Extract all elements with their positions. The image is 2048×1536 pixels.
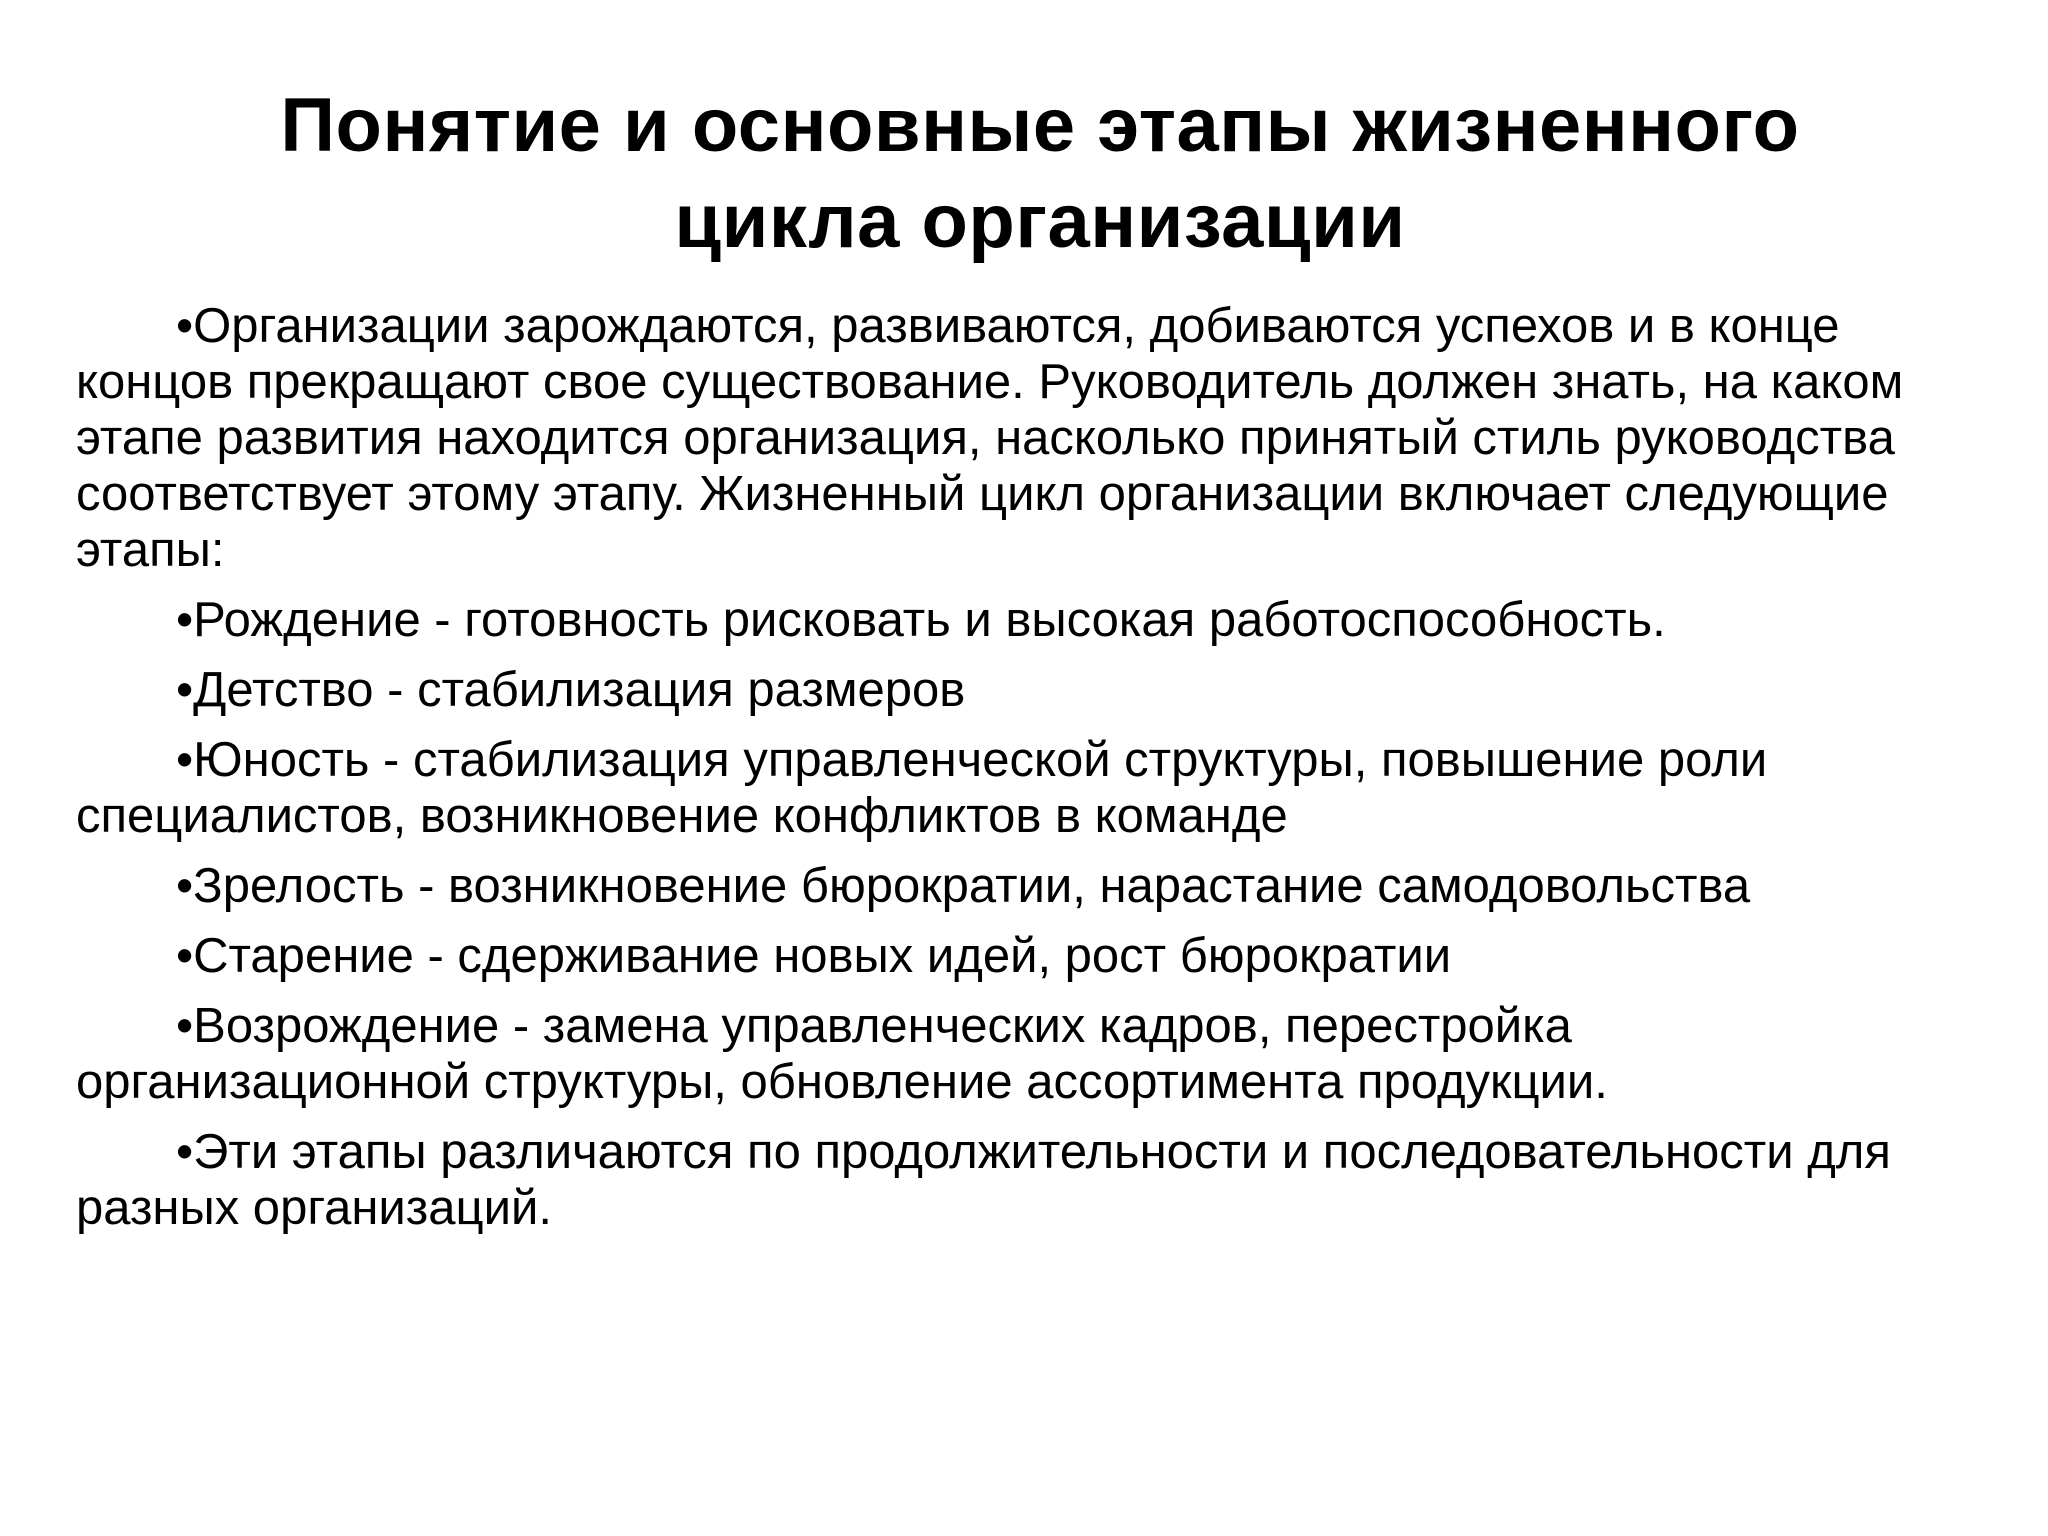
paragraph-text: Возрождение - замена управленческих кадров, перестройка организационной структуры, обновление ассортимента продукции. [76, 999, 1608, 1109]
stage-birth [76, 592, 1976, 648]
paragraph-text: Зрелость - возникновение бюрократии, нарастание самодовольства [193, 859, 1751, 913]
stage-aging [76, 928, 1976, 984]
stage-maturity [76, 858, 1976, 914]
stage-childhood [76, 662, 1976, 718]
bullet-marker: • [176, 999, 194, 1053]
stage-youth [76, 732, 1976, 844]
paragraph-conclusion [76, 1124, 1976, 1236]
bullet-marker: • [176, 859, 194, 913]
paragraph-intro [76, 298, 1976, 578]
bullet-marker: • [176, 1125, 194, 1179]
paragraph-text: Рождение - готовность рисковать и высокая работоспособность. [193, 593, 1666, 647]
bullet-marker: • [176, 663, 194, 717]
paragraph-text: Организации зарождаются, развиваются, добиваются успехов и в конце концов прекращают свое существование. Руководитель должен знать, на каком этапе развития находится организация, насколько принятый стиль руководства соответствует этому этапу. Жизненный цикл организации включает следующие этапы: [76, 299, 1904, 577]
bullet-marker: • [176, 299, 194, 353]
paragraph-text: Эти этапы различаются по продолжительности и последовательности для разных организаций. [76, 1125, 1891, 1235]
stage-revival [76, 998, 1976, 1110]
paragraph-text: Юность - стабилизация управленческой структуры, повышение роли специалистов, возникновение конфликтов в команде [76, 733, 1768, 843]
bullet-marker: • [176, 929, 194, 983]
slide-body [76, 298, 1976, 1250]
paragraph-text: Старение - сдерживание новых идей, рост бюрократии [193, 929, 1452, 983]
bullet-marker: • [176, 593, 194, 647]
slide-title: Понятие и основные этапы жизненного цикла организации [280, 83, 1800, 264]
bullet-marker: • [176, 733, 194, 787]
paragraph-text: Детство - стабилизация размеров [193, 663, 966, 717]
